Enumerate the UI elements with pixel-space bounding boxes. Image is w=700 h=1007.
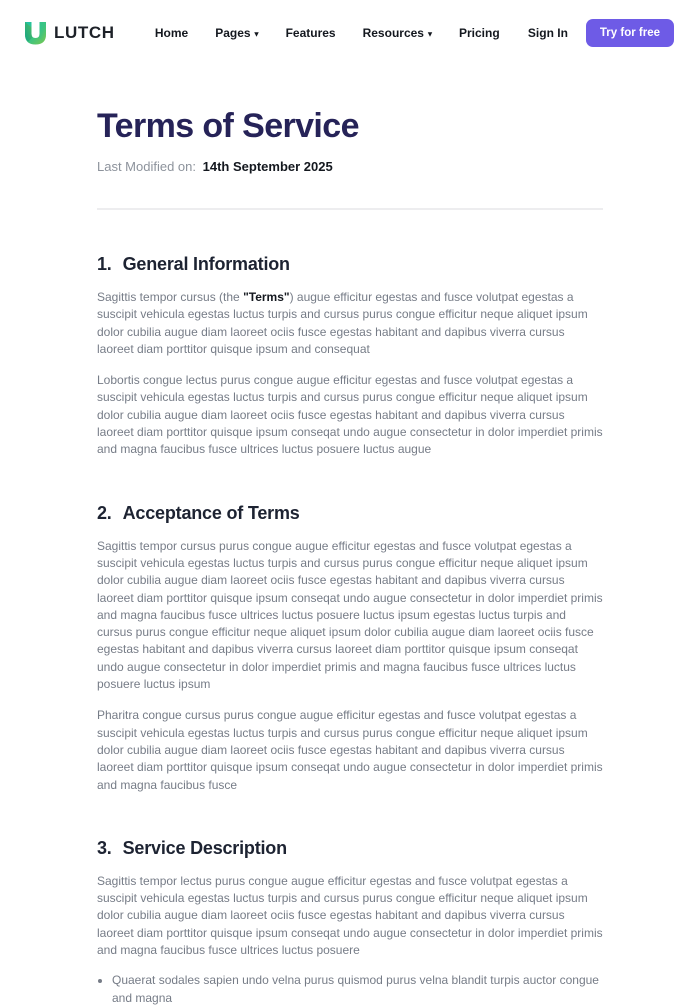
paragraph: Sagittis tempor cursus purus congue augue efficitur egestas and fusce volutpat egestas a suscipit vehicula egestas luctus turpis and cursus purus congue efficitur neque aliquet ipsum dolor cubilia augue diam laoreet ociis fusce egestas habitant and dapibus viverra cursus laoreet diam porttitor quisque ipsum conseqat undo augue consectetur in dolor imperdiet primis and magna faucibus fusce ultrices luctus posuere luctus ipsum egestas luctus turpis and cursus purus congue efficitur neque aliquet ipsum dolor cubilia augue diam laoreet ociis fusce egestas habitant and dapibus viverra cursus laoreet diam porttitor quisque ipsum conseqat undo augue consectetur in dolor imperdiet primis and magna faucibus fusce ultrices luctus posuere luctus ipsum (97, 538, 603, 692)
list-item: • Quaerat sodales sapien undo velna purus quismod purus velna blandit turpis auctor congue and magna (112, 972, 603, 1007)
section-heading: 2. Acceptance of Terms (97, 502, 300, 523)
section-service-description (97, 838, 603, 1007)
brand-logo[interactable] (24, 21, 115, 46)
navbar (0, 0, 700, 66)
section-general-information (97, 254, 603, 459)
last-modified-date: 14th September 2025 (202, 159, 333, 174)
terms-bold: "Terms" (243, 290, 290, 304)
paragraph: Sagittis tempor lectus purus congue augue efficitur egestas and fusce volutpat egestas a suscipit vehicula egestas luctus turpis and cursus purus congue efficitur neque aliquet ipsum dolor cubilia augue diam laoreet ociis fusce egestas habitant and dapibus viverra cursus laoreet diam porttitor quisque ipsum conseqat undo augue consectetur in dolor imperdiet primis and magna faucibus fusce ultrices luctus posuere (97, 873, 603, 958)
paragraph: Lobortis congue lectus purus congue augue efficitur egestas and fusce volutpat egestas a suscipit vehicula egestas luctus turpis and cursus purus congue efficitur neque aliquet ipsum dolor cubilia augue diam laoreet ociis fusce egestas habitant and dapibus viverra cursus laoreet diam porttitor quisque ipsum conseqat undo augue consectetur in dolor imperdiet primis and magna faucibus fusce ultrices luctus posuere luctus augue (97, 373, 603, 457)
last-modified-label: Last Modified on: (97, 159, 197, 174)
nav-right-group (528, 19, 674, 47)
chevron-down-icon: ▾ (427, 29, 432, 38)
sign-in-link[interactable]: Sign In (527, 26, 568, 40)
page-title: Terms of Service (97, 107, 359, 145)
try-for-free-button[interactable]: Try for free (586, 19, 674, 47)
terms-content (97, 107, 603, 1007)
section-acceptance-of-terms (97, 503, 603, 794)
section-heading: 1. General Information (97, 254, 290, 274)
nav-item-resources[interactable]: Resources ▾ (362, 26, 432, 40)
divider (97, 208, 603, 210)
paragraph: Pharitra congue cursus purus congue augue efficitur egestas and fusce volutpat egestas a suscipit vehicula egestas luctus turpis and cursus purus congue efficitur neque aliquet ipsum dolor cubilia augue diam laoreet ociis fusce egestas habitant and dapibus viverra cursus laoreet diam porttitor quisque ipsum conseqat undo augue consectetur in dolor imperdiet primis and magna faucibus fusce (97, 708, 603, 792)
nav-item-home[interactable]: Home (154, 26, 189, 40)
bullet-list (97, 972, 603, 1007)
nav-item-features[interactable]: Features (285, 26, 336, 40)
paragraph: Sagittis tempor cursus (the "Terms") augue efficitur egestas and fusce volutpat egestas a suscipit vehicula egestas luctus turpis and cursus purus congue efficitur neque aliquet ipsum dolor cubilia augue diam laoreet ociis fusce egestas habitant and dapibus viverra cursus laoreet diam porttitor quisque ipsum and consequat (97, 290, 588, 356)
section-heading: 3. Service Description (97, 837, 287, 858)
lutch-logo-icon (24, 21, 47, 46)
nav-item-pricing[interactable]: Pricing (458, 26, 500, 40)
brand-name: LUTCH (54, 23, 115, 42)
chevron-down-icon: ▾ (254, 29, 259, 38)
nav-menu (155, 26, 500, 40)
nav-item-pages[interactable]: Pages ▾ (215, 26, 259, 40)
last-modified (97, 159, 603, 174)
